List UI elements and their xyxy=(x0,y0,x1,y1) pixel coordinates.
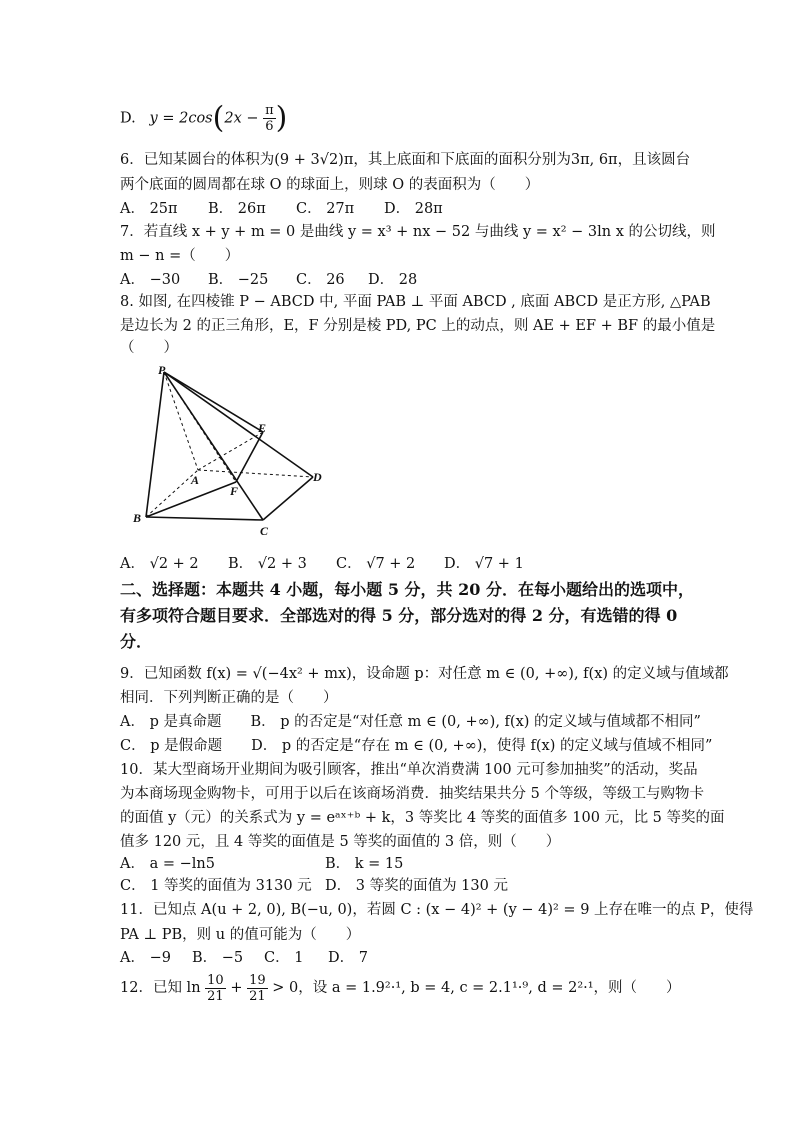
q7-option-d: D． 28 xyxy=(368,272,418,288)
section2-line-3: 分． xyxy=(120,632,153,651)
q7-options xyxy=(120,270,440,290)
section2-line-1: 二、选择题：本题共 4 小题，每小题 5 分，共 20 分．在每小题给出的选项中， xyxy=(120,580,694,599)
q12-frac-2 xyxy=(247,973,268,1004)
label-E: E xyxy=(258,421,267,435)
q11-option-d: D． 7 xyxy=(328,950,368,966)
label-A: A xyxy=(191,473,200,487)
q12-prefix: 12．已知 ln xyxy=(120,980,201,996)
q5-option-d-lhs: y = 2cos xyxy=(149,110,213,127)
q7-option-b: B． −25 xyxy=(208,272,269,288)
q12-suffix: > 0，设 a = 1.9²·¹, b = 4, c = 2.1¹·⁹, d = 2²·¹，则（ ） xyxy=(272,980,681,996)
q10-option-d: D． 3 等奖的面值为 130 元 xyxy=(325,878,508,894)
q6-line-1: 6．已知某圆台的体积为(9 + 3√2)π，其上底面和下底面的面积分别为3π, 6π，且该圆台 xyxy=(120,152,691,168)
q5-pi-over-6 xyxy=(263,103,276,134)
q10-option-a: A． a = −ln5 xyxy=(120,856,215,872)
q10-option-b: B． k = 15 xyxy=(325,856,404,872)
q6-option-d: D． 28π xyxy=(384,201,443,217)
q12-frac-2-num: 19 xyxy=(249,972,266,988)
q8-line-2: 是边长为 2 的正三角形，E，F 分别是棱 PD, PC 上的动点，则 AE + EF + BF 的最小值是 xyxy=(120,318,716,334)
section2-line-2: 有多项符合题目要求．全部选对的得 5 分，部分选对的得 2 分，有选错的得 0 xyxy=(120,606,678,625)
q12-line xyxy=(120,970,681,1006)
q7-option-a: A． −30 xyxy=(120,272,181,288)
q10-line-2: 为本商场现金购物卡，可用于以后在该商场消费．抽奖结果共分 5 个等级，等级工与购物卡 xyxy=(120,786,704,802)
q8-option-d: D． √7 + 1 xyxy=(444,556,524,572)
q12-plus: + xyxy=(230,980,243,996)
q7-line-1: 7．若直线 x + y + m = 0 是曲线 y = x³ + nx − 52 与曲线 y = x² − 3ln x 的公切线，则 xyxy=(120,224,716,240)
q8-option-b: B． √2 + 3 xyxy=(228,556,307,572)
q11-option-c: C． 1 xyxy=(264,950,304,966)
q8-options xyxy=(120,554,544,574)
label-D: D xyxy=(313,470,322,484)
q12-frac-1 xyxy=(205,973,226,1004)
q9-line-4: C． p 是假命题 D． p 的否定是“存在 m ∈ (0, +∞)，使得 f(x) 的定义域与值域不相同” xyxy=(120,738,713,754)
q6-line-2: 两个底面的圆周都在球 O 的球面上，则球 O 的表面积为（ ） xyxy=(120,177,540,193)
q10-line-3: 的面值 y（元）的关系式为 y = eᵃˣ⁺ᵇ + k，3 等奖比 4 等奖的面值多 100 元，比 5 等奖的面 xyxy=(120,810,725,826)
q7-line-2: m − n =（ ） xyxy=(120,248,240,264)
q9-line-2: 相同．下列判断正确的是（ ） xyxy=(120,690,338,706)
q8-line-3: （ ） xyxy=(120,340,178,356)
q11-line-2: PA ⊥ PB，则 u 的值可能为（ ） xyxy=(120,927,361,943)
q5-option-d: D. y = 2cos(2x − $\frac{\pi}{6}$ ) xyxy=(120,100,288,136)
label-P: P xyxy=(158,363,166,377)
q12-frac-1-num: 10 xyxy=(207,972,224,988)
q5-option-d-label: D. xyxy=(120,110,136,127)
q10-line-1: 10．某大型商场开业期间为吸引顾客，推出“单次消费满 100 元可参加抽奖”的活动，奖品 xyxy=(120,762,698,778)
q11-line-1: 11．已知点 A(u + 2, 0), B(−u, 0)，若圆 C : (x − 4)² + (y − 4)² = 9 上存在唯一的点 P，使得 xyxy=(120,902,754,918)
q11-option-b: B． −5 xyxy=(192,950,244,966)
q6-option-c: C． 27π xyxy=(296,201,355,217)
label-F: F xyxy=(230,484,239,498)
q7-option-c: C． 26 xyxy=(296,272,345,288)
q12-frac-1-den: 21 xyxy=(207,988,224,1004)
q11-option-a: A． −9 xyxy=(120,950,171,966)
q6-option-a: A． 25π xyxy=(120,201,178,217)
q5-six: 6 xyxy=(265,119,274,134)
q8-line-1: 8. 如图, 在四棱锥 P − ABCD 中, 平面 PAB ⊥ 平面 ABCD , 底面 ABCD 是正方形, △PAB xyxy=(120,294,711,310)
q10-options-row-2 xyxy=(120,876,508,896)
pyramid-figure xyxy=(128,362,328,540)
q11-options xyxy=(120,948,392,968)
q10-option-c: C． 1 等奖的面值为 3130 元 xyxy=(120,878,312,894)
q9-line-1: 9．已知函数 f(x) = √(−4x² + mx)，设命题 p：对任意 m ∈ (0, +∞), f(x) 的定义域与值域都 xyxy=(120,666,729,682)
q6-options xyxy=(120,199,472,219)
label-C: C xyxy=(260,524,269,538)
label-B: B xyxy=(133,511,142,525)
q6-option-b: B． 26π xyxy=(208,201,266,217)
q8-option-a: A． √2 + 2 xyxy=(120,556,199,572)
q5-pi: π xyxy=(265,103,274,118)
q10-options-row-1 xyxy=(120,854,403,874)
q8-option-c: C． √7 + 2 xyxy=(336,556,416,572)
q10-line-4: 值多 120 元，且 4 等奖的面值是 5 等奖的面值的 3 倍，则（ ） xyxy=(120,834,561,850)
q9-line-3: A． p 是真命题 B． p 的否定是“对任意 m ∈ (0, +∞), f(x) 的定义域与值域都不相同” xyxy=(120,714,701,730)
q5-option-d-inner: 2x − xyxy=(224,110,259,127)
q12-frac-2-den: 21 xyxy=(249,988,266,1004)
